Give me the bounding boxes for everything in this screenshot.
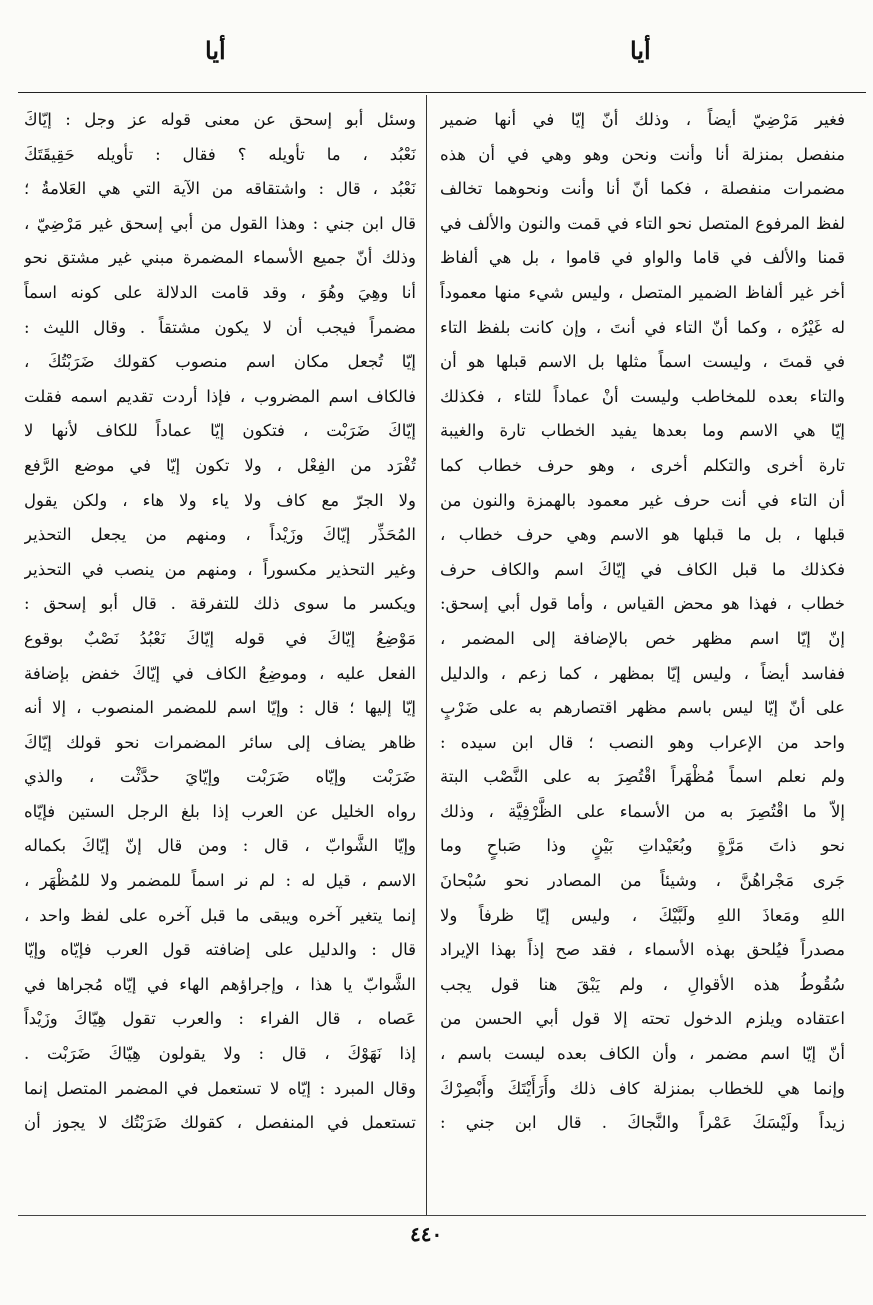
text-line: لفظ المرفوع المتصل نحو التاء في قمت والنون والألف في [440,213,845,233]
text-line: على أنّ إيّا ليس باسم مظهر اقتصارهم به على ضَرْبٍ [440,698,845,718]
text-line: مضمراً فيجب أن لا يكون مشتقاً . وقال الليث : [24,317,416,337]
text-line: جَرى مَجْراهُنَّ ، وشيئاً من المصادر نحو سُبْحانَ [440,871,845,891]
text-line: فكذلك ما قبل الكاف في إيّاكَ اسم والكاف حرف [440,559,845,579]
text-line: منفصل بمنزلة أنا وأنت ونحن وهو وهي في أن هذه [440,144,845,164]
text-line: ويكسر ما سوى ذلك للتفرقة . قال أبو إسحق : [24,594,416,614]
text-line: قال ابن جني : وهذا القول من أبي إسحق غير مَرْضِيّ ، [24,213,416,233]
text-line: عَصاه ، قال الفراء : والعرب تقول هِيّاكَ وزَيْداً [24,1009,416,1029]
text-line: والتاء بعده للمخاطب وليست أنْ عماداً للتاء ، فكذلك [440,386,845,406]
text-line: خطاب ، فهذا هو محض القياس ، وأما قول أبي إسحق: [440,594,845,614]
text-line: قال : والدليل على إضافته قول العرب فإيّاه وإيّا [24,940,416,960]
header-right-title: أيا [630,36,651,65]
text-line: مضمرات منفصلة ، فكما أنّ أنا وأنت ونحوهما تخالف [440,179,845,199]
text-line: إنما يتغير آخره ويبقى ما قبل آخره على لفظ واحد ، [24,905,416,925]
text-line: في قمتَ ، وليست اسماً مثلها بل الاسم قبلها هو أن [440,352,845,372]
text-line: ظاهر يضاف إلى سائر المضمرات نحو قولك إيّاكَ [24,732,416,752]
text-line: إيّا هي الاسم وما بعدها يفيد الخطاب تارة والغيبة [440,421,845,441]
text-line: تُفْرَد من الفِعْل ، ولا تكون إيّا في موضع الرَّفع [24,455,416,475]
text-line: إيّا تُجعل مكان اسم منصوب كقولك ضَرَبْتُكَ ، [24,352,416,372]
text-line: أنا وهِيَ وهُوَ ، وقد قامت الدلالة على كونه اسماً [24,282,416,302]
text-line: سُقُوطُ هذه الأقوالِ ، ولم يَبْقَ هنا قول يجب [440,974,845,994]
text-line: أن التاء في أنت حرف غير معمود بالهمزة والنون من [440,490,845,510]
text-line: زيداً ولَيْسَكَ عَمْراً والنَّجاكَ . قال ابن جني : [440,1113,845,1133]
text-line: نحو ذاتَ مَرَّةٍ وبُعَيْداتِ بَيْنٍ وذا صَباحٍ وما [440,836,845,856]
text-line: اعتقاده ويلزم الدخول تحته إلا قول أبي الحسن من [440,1009,845,1029]
text-line: له غَيْرُه ، وكما أنّ التاء في أنتَ ، وإن كانت بلفظ التاء [440,317,845,337]
column-divider [426,95,427,1215]
page-number: ٤٤٠ [410,1222,443,1246]
text-line: ولم نعلم اسماً مُظْهَراً اقْتُصِرَ به على النَّصْب البتة [440,767,845,787]
text-line: وذلك أنّ جميع الأسماء المضمرة مبني غير مشتق نحو [24,248,416,268]
text-line: إذا نَهَوْكَ ، قال : ولا يقولون هِيّاكَ ضَرَبْت . [24,1044,416,1064]
text-line: وغير التحذير مكسوراً ، ومنهم من ينصب في التحذير [24,559,416,579]
text-line: وسئل أبو إسحق عن معنى قوله عز وجل : إيّاكَ [24,110,416,129]
text-line: واحد من الإعراب وهو النصب ؛ قال ابن سيده : [440,732,845,752]
header-left-title: أيا [205,36,226,65]
text-line: تارة أخرى والتكلم أخرى ، وهو حرف خطاب كما [440,455,845,475]
text-line: الفعل عليه ، وموضِعُ الكاف في إيّاكَ خفض بإضافة [24,663,416,683]
text-line: وقال المبرد : إيّاه لا تستعمل في المضمر المتصل إنما [24,1078,416,1098]
text-line: نَعْبُد ، قال : واشتقاقه من الآية التي هي العَلامةُ ؛ [24,179,416,199]
text-line: تستعمل في المنفصل ، كقولك ضَرَبْتُك لا يجوز أن [24,1113,416,1133]
text-line: أخر غير ألفاظ الضمير المتصل ، وليس شيء منها معموداً [440,282,845,302]
text-line: ضَرَبْت وإيّاه ضَرَبْت وإيّايَ حدَّثْت ، والذي [24,767,416,787]
text-line: إيّاكَ ضَرَبْت ، فتكون إيّا عماداً للكاف لأنها لا [24,421,416,441]
text-line: اللهِ ومَعاذَ اللهِ ولَبَّيْكَ ، وليس إيّا ظرفاً ولا [440,905,845,925]
left-column [24,103,416,1213]
header-rule [18,92,866,93]
text-line: إلاّ ما اقْتُصِرَ به من الأسماء على الظَّرْفِيَّة ، وذلك [440,801,845,821]
text-line: ففاسد أيضاً ، وليس إيّا بمظهر ، كما زعم ، والدليل [440,663,845,683]
text-line: مَوْضِعُ إيّاكَ في قوله إيّاكَ نَعْبُدُ نَصْبٌ بوقوع [24,628,416,648]
text-line: أنّ إيّا اسم مضمر ، وأن الكاف بعده ليست باسم ، [440,1044,845,1064]
text-line: إنّ إيّا اسم مظهر خص بالإضافة إلى المضمر ، [440,628,845,648]
text-line: مصدراً فيُلحق بهذه الأسماء ، فقد صح إذاً بهذا الإيراد [440,940,845,960]
text-line: فغير مَرْضِيّ أيضاً ، وذلك أنّ إيّا في أنها ضمير [440,110,845,129]
text-line: نَعْبُد ، ما تأويله ؟ فقال : تأويله حَقِيقَتَكَ [24,144,416,164]
text-line: قمنا والألف في قاما والواو في قاموا ، بل هي ألفاظ [440,248,845,268]
text-line: ولا الجرّ مع كاف ولا ياء ولا هاء ، ولكن يقول [24,490,416,510]
text-line: وإيّا الشَّوابّ ، قال : ومن قال إنّ إيّاكَ بكماله [24,836,416,856]
text-line: وإنما هي للخطاب بمنزلة كاف ذلك وأَرَأَيْتَكَ وأَبْصِرْكَ [440,1078,845,1098]
text-line: قبلها ، بل ما قبلها هو الاسم وهي حرف خطاب ، [440,525,845,545]
text-line: الاسم ، قيل له : لم نر اسماً للمضمر ولا للمُظْهَر ، [24,871,416,891]
right-column [440,103,845,1213]
text-line: رواه الخليل عن العرب إذا بلغ الرجل الستين فإيّاه [24,801,416,821]
text-line: الشَّوابّ يا هذا ، وإجراؤهم الهاء في إيّاه مُجراها في [24,974,416,994]
text-line: المُحَذِّر إيّاكَ وزَيْداً ، ومنهم من يجعل التحذير [24,525,416,545]
text-line: إيّا إليها ؛ قال : وإيّا اسم للمضمر المنصوب ، إلا أنه [24,698,416,718]
footer-rule [18,1215,866,1216]
text-line: فالكاف اسم المضروب ، فإذا أردت تقديم اسمه فقلت [24,386,416,406]
